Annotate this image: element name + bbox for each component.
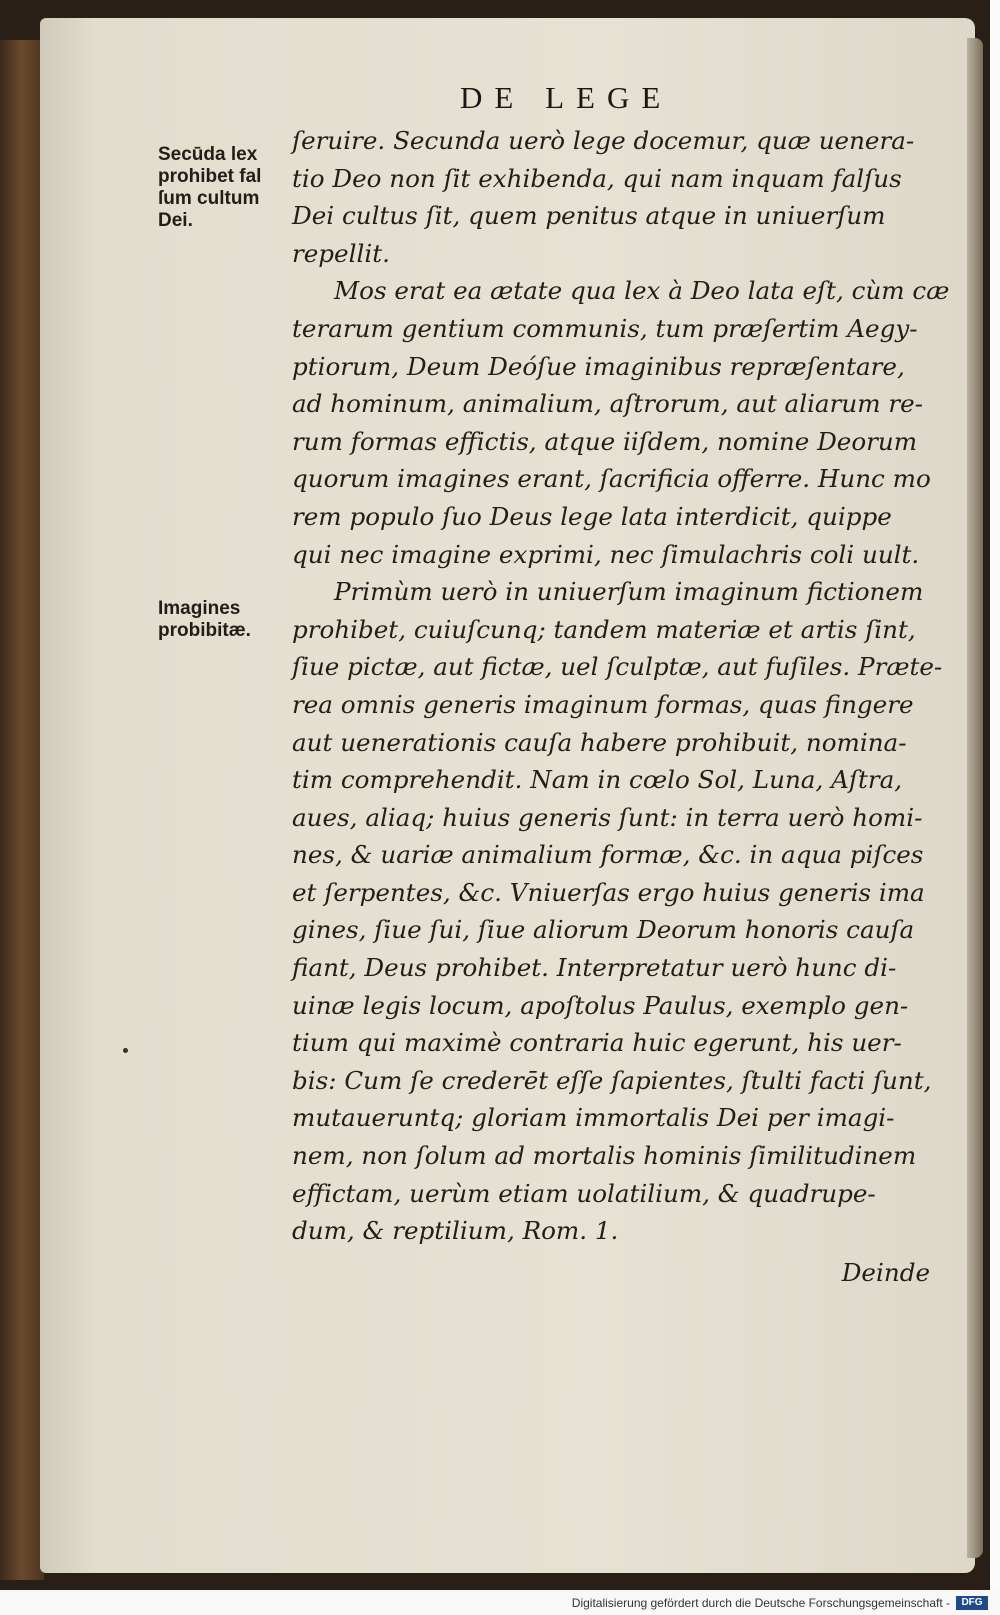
text-line: Primùm uerò in uniuerſum imaginum fictionem	[334, 577, 924, 607]
ink-speck	[123, 1048, 128, 1053]
text-line: et ſerpentes, &c. Vniuerſas ergo huius generis ima	[292, 877, 925, 907]
text-line: fiant, Deus prohibet. Interpretatur uerò hunc di-	[292, 953, 897, 983]
text-line: rea omnis generis imaginum formas, quas fingere	[292, 689, 914, 719]
gloss-line: probibitæ.	[158, 620, 251, 641]
footer-credit: Digitalisierung gefördert durch die Deutsche Forschungsgemeinschaft -	[571, 1596, 950, 1610]
gloss-line: prohibet fal	[158, 166, 262, 187]
text-line: Mos erat ea ætate qua lex à Deo lata eſt, cùm cæ	[334, 276, 950, 306]
text-line: tio Deo non ſit exhibenda, qui nam inquam falſus	[292, 163, 902, 193]
text-line: uinæ legis locum, apoſtolus Paulus, exemplo gen-	[292, 990, 909, 1020]
text-line: aues, aliaq; huius generis ſunt: in terra uerò homi-	[292, 802, 923, 832]
book-binding	[0, 40, 44, 1580]
text-line: Dei cultus ſit, quem penitus atque in uniuerſum	[292, 201, 886, 231]
text-line: gines, ſiue ſui, ſiue aliorum Deorum honoris cauſa	[292, 915, 915, 945]
margin-gloss-2	[158, 598, 251, 642]
running-head: DE LEGE	[460, 80, 673, 115]
text-line: ad hominum, animalium, aſtrorum, aut aliarum re-	[292, 389, 923, 419]
dfg-logo: DFG	[956, 1596, 988, 1610]
text-line: qui nec imagine exprimi, nec ſimulachris coli uult.	[292, 539, 920, 569]
gloss-line: Imagines	[158, 598, 241, 619]
text-line: tium qui maximè contraria huic egerunt, his uer-	[292, 1028, 902, 1058]
text-line: nes, & uariæ animalium formæ, &c. in aqua piſces	[292, 840, 924, 870]
text-line: dum, & reptilium, Rom. 1.	[292, 1216, 619, 1246]
text-line: rum formas effictis, atque iiſdem, nomine Deorum	[292, 426, 918, 456]
text-line: ptiorum, Deum Deóſue imaginibus repræſentare,	[292, 351, 905, 381]
text-line: prohibet, cuiuſcunq; tandem materiæ et artis ſint,	[292, 614, 916, 644]
gloss-line: Secūda lex	[158, 144, 258, 165]
text-line: bis: Cum ſe crederēt eſſe ſapientes, ſtulti facti ſunt,	[292, 1065, 932, 1095]
text-line: ſeruire. Secunda uerò lege docemur, quæ uenera-	[292, 126, 915, 155]
text-line: nem, non ſolum ad mortalis hominis ſimilitudinem	[292, 1141, 917, 1171]
text-line: mutaueruntq; gloriam immortalis Dei per imagi-	[292, 1103, 895, 1133]
text-line: ſiue pictæ, aut fictæ, uel ſculptæ, aut fuſiles. Præte-	[292, 652, 943, 682]
text-line: repellit.	[292, 238, 390, 268]
text-line: tim comprehendit. Nam in cœlo Sol, Luna, Aſtra,	[292, 765, 903, 795]
page-edge	[967, 38, 983, 1558]
text-line: quorum imagines erant, ſacrificia offerre. Hunc mo	[292, 464, 931, 494]
text-line: rem populo ſuo Deus lege lata interdicit, quippe	[292, 501, 892, 531]
text-line: aut uenerationis cauſa habere prohibuit, nomina-	[292, 727, 907, 757]
text-line: terarum gentium communis, tum præſertim Aegy-	[292, 313, 918, 343]
margin-gloss-1	[158, 144, 261, 232]
gloss-line: ſum cultum	[158, 188, 260, 209]
catchword: Deinde	[841, 1257, 930, 1287]
text-line: effictam, uerùm etiam uolatilium, & quadrupe-	[292, 1178, 876, 1208]
main-text-block	[292, 122, 950, 1291]
gloss-line: Dei.	[158, 210, 193, 231]
